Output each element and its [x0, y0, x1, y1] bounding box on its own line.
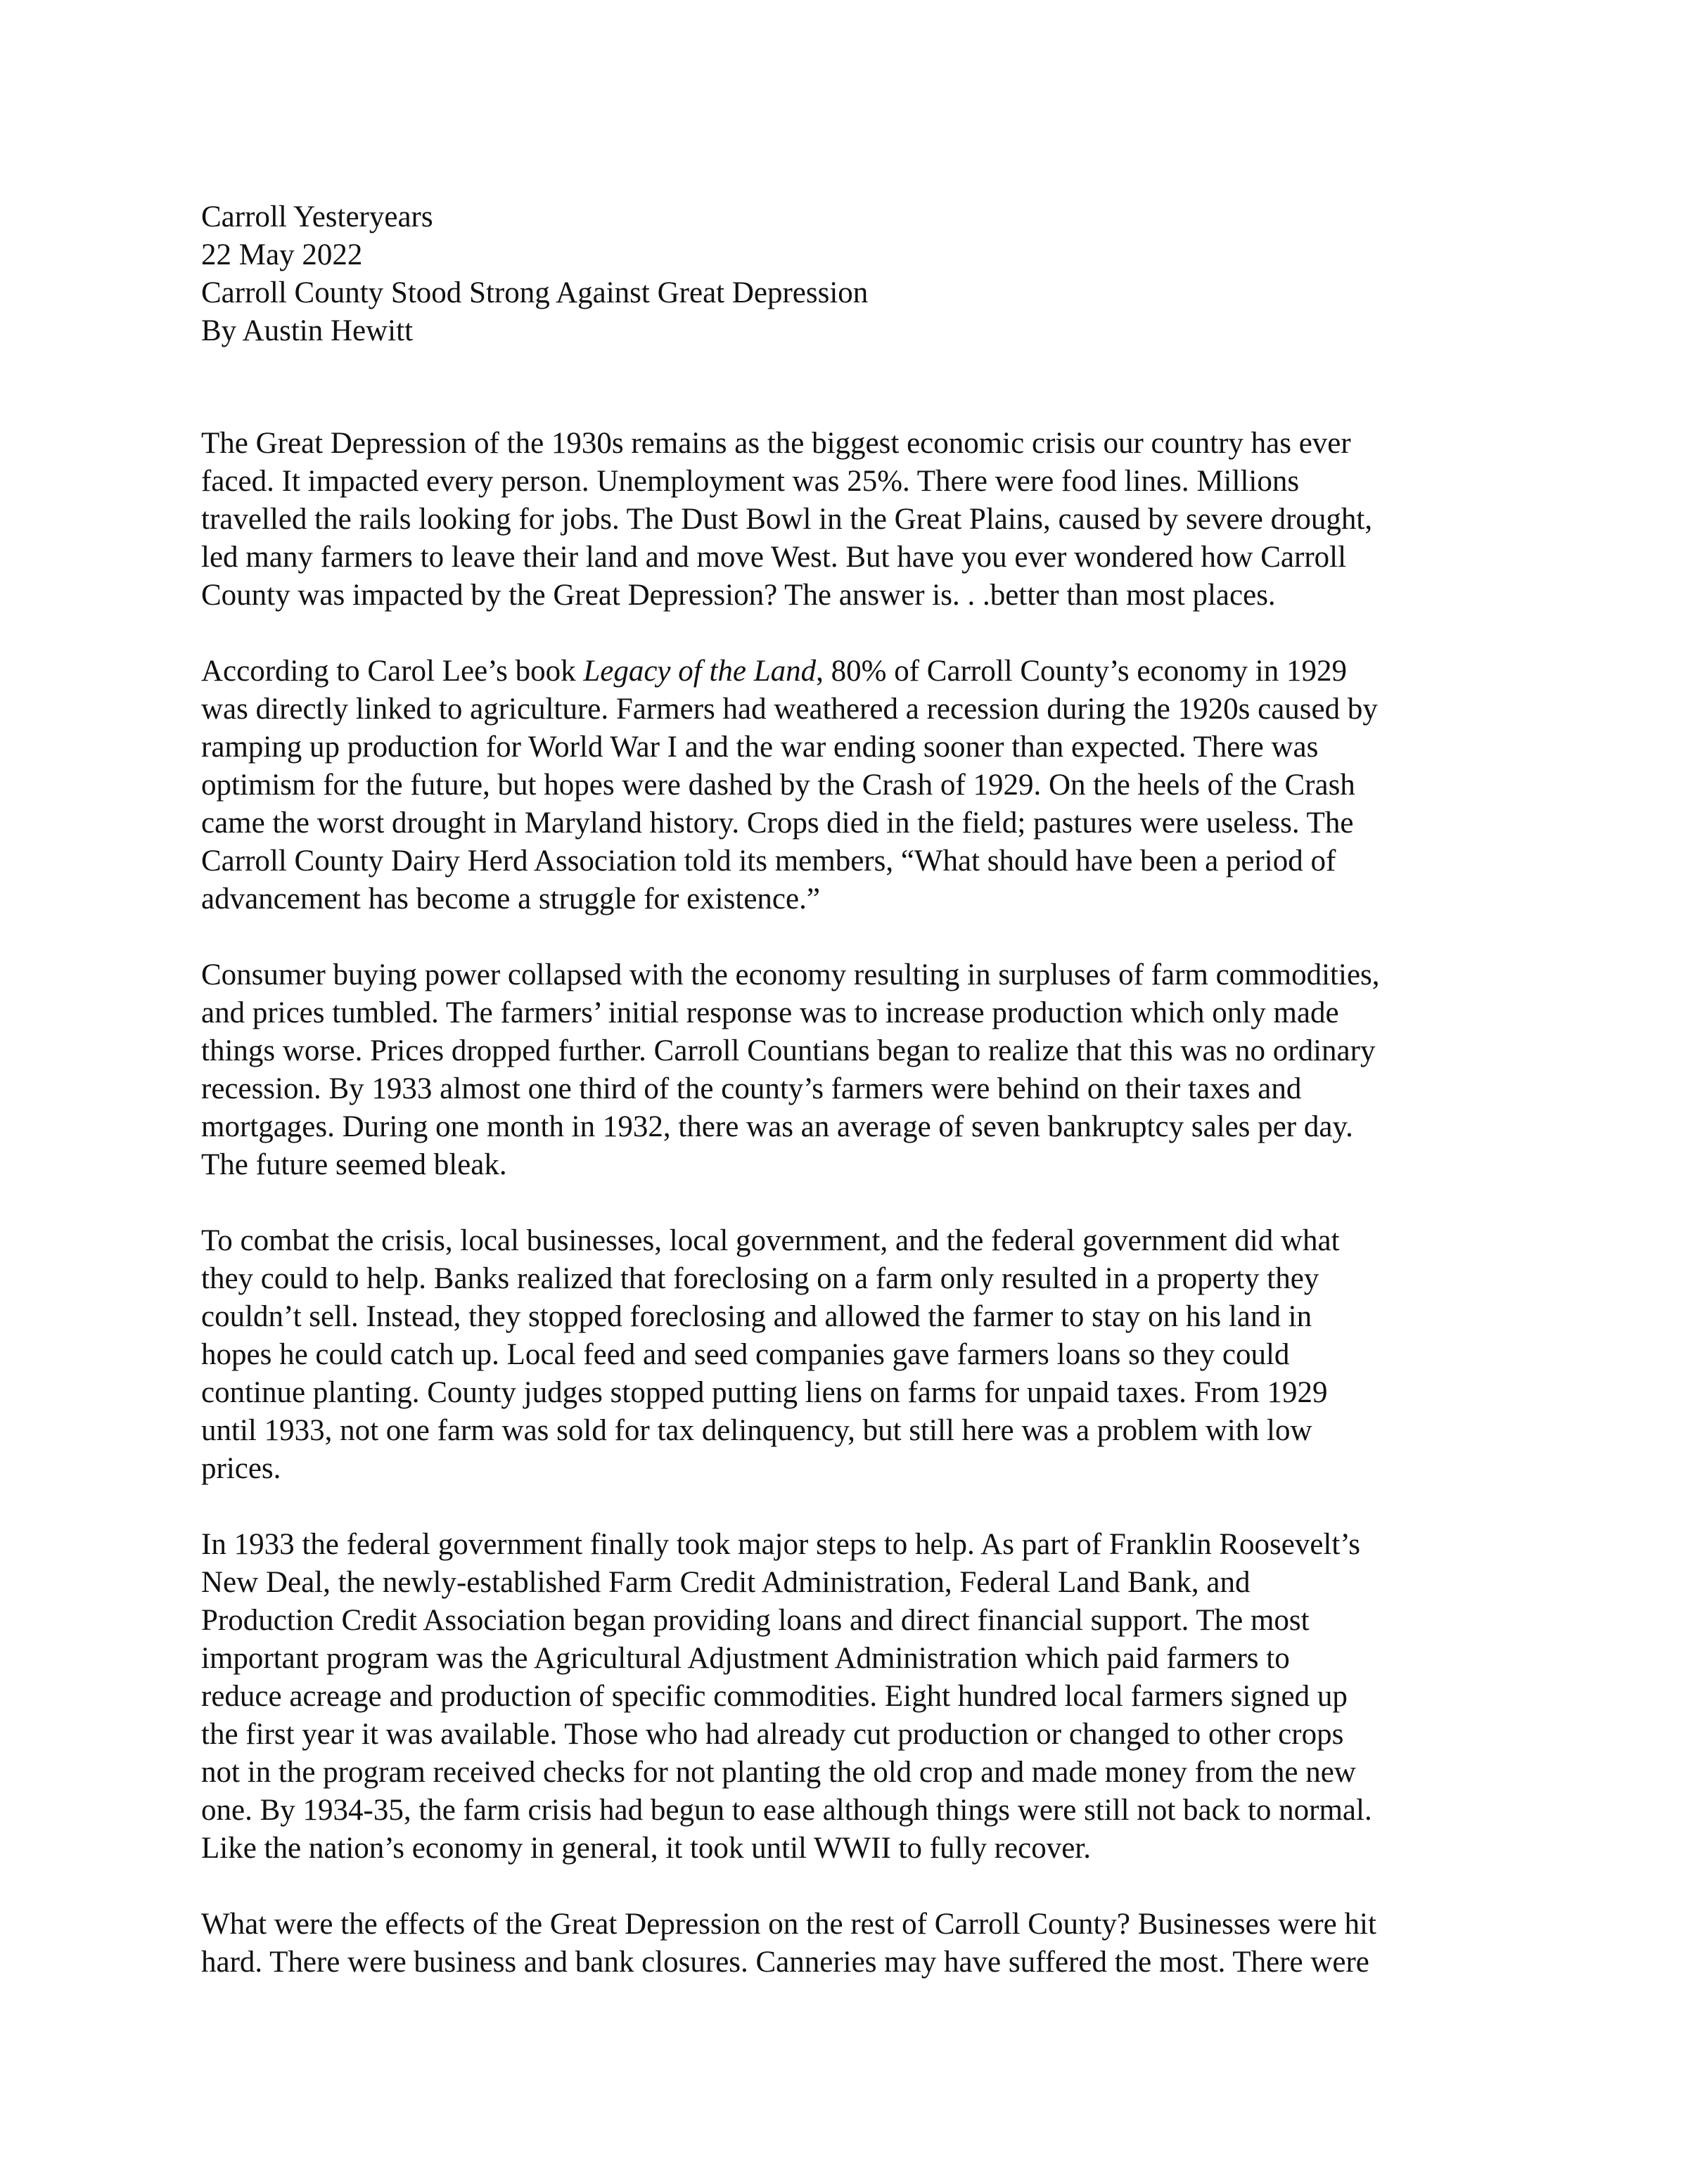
paragraph-line: prices. — [201, 1452, 281, 1485]
paragraph-4 — [201, 1222, 1523, 1488]
paragraph-line: important program was the Agricultural Adjustment Administration which paid farmers to — [201, 1642, 1290, 1675]
paragraph-line: continue planting. County judges stopped putting liens on farms for unpaid taxes. From 1929 — [201, 1376, 1328, 1409]
paragraph-line: faced. It impacted every person. Unemployment was 25%. There were food lines. Millions — [201, 465, 1300, 498]
paragraph-line: the first year it was available. Those who had already cut production or changed to other crops — [201, 1718, 1344, 1751]
paragraph-6 — [201, 1906, 1523, 1981]
paragraph-line: advancement has become a struggle for existence.” — [201, 882, 820, 916]
text-run: , 80% of Carroll County’s economy in 1929 — [816, 655, 1347, 688]
paragraph-line: not in the program received checks for not planting the old crop and made money from the new — [201, 1756, 1356, 1789]
paragraph-5 — [201, 1526, 1523, 1868]
paragraph-line: and prices tumbled. The farmers’ initial response was to increase production which only made — [201, 996, 1339, 1029]
paragraph-line: The future seemed bleak. — [201, 1148, 507, 1181]
paragraph-line — [201, 653, 1523, 690]
paragraph-line: The Great Depression of the 1930s remains as the biggest economic crisis our country has ever — [201, 427, 1351, 460]
paragraph-line: Consumer buying power collapsed with the economy resulting in surpluses of farm commodities, — [201, 958, 1380, 991]
paragraph-line: hard. There were business and bank closures. Canneries may have suffered the most. There were — [201, 1946, 1369, 1979]
paragraph-line: New Deal, the newly-established Farm Credit Administration, Federal Land Bank, and — [201, 1566, 1251, 1599]
paragraph-line: couldn’t sell. Instead, they stopped foreclosing and allowed the farmer to stay on his land in — [201, 1300, 1312, 1333]
text-run: According to Carol Lee’s book — [201, 655, 584, 688]
article-byline: By Austin Hewitt — [201, 314, 414, 347]
paragraph-line: reduce acreage and production of specific commodities. Eight hundred local farmers signed up — [201, 1680, 1348, 1713]
paragraph-line: recession. By 1933 almost one third of the county’s farmers were behind on their taxes and — [201, 1072, 1302, 1105]
paragraph-line: one. By 1934-35, the farm crisis had begun to ease although things were still not back to normal. — [201, 1794, 1372, 1827]
paragraph-line: ramping up production for World War I and the war ending sooner than expected. There was — [201, 731, 1319, 764]
paragraph-3 — [201, 956, 1523, 1184]
paragraph-line: things worse. Prices dropped further. Carroll Countians began to realize that this was no ordinary — [201, 1034, 1376, 1067]
paragraph-line: until 1933, not one farm was sold for tax delinquency, but still here was a problem with low — [201, 1414, 1312, 1447]
paragraph-line: optimism for the future, but hopes were dashed by the Crash of 1929. On the heels of the Crash — [201, 769, 1355, 802]
paragraph-line: was directly linked to agriculture. Farmers had weathered a recession during the 1920s caused by — [201, 693, 1378, 726]
column-name: Carroll Yesteryears — [201, 200, 433, 233]
paragraph-line: Like the nation’s economy in general, it took until WWII to fully recover. — [201, 1832, 1091, 1865]
paragraph-line: County was impacted by the Great Depression? The answer is. . .better than most places. — [201, 579, 1276, 612]
paragraph-line: they could to help. Banks realized that foreclosing on a farm only resulted in a property they — [201, 1262, 1319, 1295]
document-page — [201, 198, 1523, 2019]
paragraph-line: What were the effects of the Great Depression on the rest of Carroll County? Businesses were hit — [201, 1908, 1376, 1941]
article-date: 22 May 2022 — [201, 238, 363, 271]
paragraph-line: travelled the rails looking for jobs. The Dust Bowl in the Great Plains, caused by severe drought, — [201, 503, 1373, 536]
paragraph-line: came the worst drought in Maryland history. Crops died in the field; pastures were useless. The — [201, 807, 1354, 840]
article-title: Carroll County Stood Strong Against Great Depression — [201, 276, 869, 309]
paragraph-line: In 1933 the federal government finally took major steps to help. As part of Franklin Roosevelt’s — [201, 1528, 1361, 1561]
paragraph-line: To combat the crisis, local businesses, local government, and the federal government did what — [201, 1224, 1340, 1257]
paragraph-2 — [201, 653, 1523, 918]
paragraph-line: hopes he could catch up. Local feed and seed companies gave farmers loans so they could — [201, 1338, 1290, 1371]
paragraph-line: Production Credit Association began providing loans and direct financial support. The most — [201, 1604, 1310, 1637]
paragraph-1 — [201, 425, 1523, 615]
paragraph-line: led many farmers to leave their land and move West. But have you ever wondered how Carroll — [201, 541, 1347, 574]
book-title: Legacy of the Land — [583, 655, 817, 688]
paragraph-line: mortgages. During one month in 1932, there was an average of seven bankruptcy sales per day. — [201, 1110, 1353, 1143]
article-header — [201, 198, 1523, 350]
paragraph-line: Carroll County Dairy Herd Association told its members, “What should have been a period of — [201, 844, 1336, 878]
